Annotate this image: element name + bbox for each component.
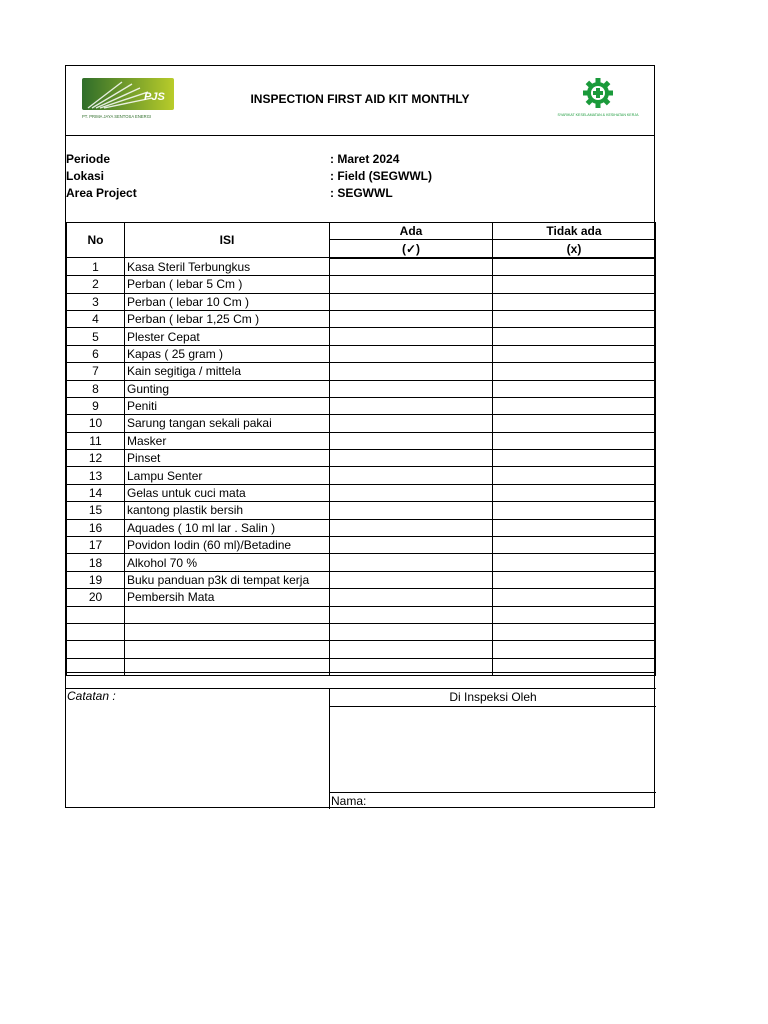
row-number: 12	[67, 450, 125, 467]
table-row	[67, 345, 656, 362]
row-number: 9	[67, 397, 125, 414]
row-item: Perban ( lebar 10 Cm )	[125, 293, 330, 310]
row-item: Gelas untuk cuci mata	[125, 484, 330, 501]
page-title: INSPECTION FIRST AID KIT MONTHLY	[250, 92, 470, 106]
tidak-ada-cell[interactable]	[493, 363, 656, 380]
pjs-logo-subtext: PT. PRIMA JAYA SENTOSA ENERGI	[82, 114, 152, 119]
table-row	[67, 363, 656, 380]
lokasi-value: : Field (SEGWWL)	[330, 169, 432, 183]
row-item: Aquades ( 10 ml lar . Salin )	[125, 519, 330, 536]
tidak-ada-cell[interactable]	[493, 397, 656, 414]
row-number: 7	[67, 363, 125, 380]
row-number: 15	[67, 502, 125, 519]
row-number: 19	[67, 571, 125, 588]
ada-cell[interactable]	[330, 606, 493, 623]
tidak-ada-cell[interactable]	[493, 641, 656, 658]
row-item	[125, 606, 330, 623]
ada-cell[interactable]	[330, 328, 493, 345]
row-number: 1	[67, 258, 125, 276]
tidak-ada-cell[interactable]	[493, 519, 656, 536]
row-item: Sarung tangan sekali pakai	[125, 415, 330, 432]
nama-label: Nama:	[331, 794, 367, 808]
area-value: : SEGWWL	[330, 186, 393, 200]
tidak-ada-cell[interactable]	[493, 258, 656, 276]
table-row	[67, 415, 656, 432]
inspector-box	[329, 688, 656, 809]
table-row	[67, 293, 656, 310]
ada-cell[interactable]	[330, 415, 493, 432]
row-item: Kasa Steril Terbungkus	[125, 258, 330, 276]
ada-cell[interactable]	[330, 623, 493, 640]
ada-cell[interactable]	[330, 589, 493, 606]
periode-label: Periode	[66, 152, 111, 166]
row-number: 3	[67, 293, 125, 310]
sheet-header	[66, 66, 654, 136]
tidak-ada-cell[interactable]	[493, 415, 656, 432]
ada-cell[interactable]	[330, 537, 493, 554]
tidak-ada-cell[interactable]	[493, 380, 656, 397]
table-row	[67, 484, 656, 501]
table-row	[67, 589, 656, 606]
row-item: Buku panduan p3k di tempat kerja	[125, 571, 330, 588]
tidak-ada-cell[interactable]	[493, 537, 656, 554]
row-item: Perban ( lebar 5 Cm )	[125, 276, 330, 293]
tidak-ada-cell[interactable]	[493, 484, 656, 501]
row-item: Povidon Iodin (60 ml)/Betadine	[125, 537, 330, 554]
checklist-table	[66, 222, 656, 676]
table-row	[67, 432, 656, 449]
ada-cell[interactable]	[330, 380, 493, 397]
row-number: 18	[67, 554, 125, 571]
row-number: 11	[67, 432, 125, 449]
table-row	[67, 328, 656, 345]
table-row	[67, 571, 656, 588]
row-item: Peniti	[125, 397, 330, 414]
row-number: 5	[67, 328, 125, 345]
inspection-sheet	[65, 65, 655, 808]
row-item: kantong plastik bersih	[125, 502, 330, 519]
ada-cell[interactable]	[330, 502, 493, 519]
ada-cell[interactable]	[330, 432, 493, 449]
tidak-ada-cell[interactable]	[493, 467, 656, 484]
checklist-body	[67, 258, 656, 676]
tidak-ada-cell[interactable]	[493, 589, 656, 606]
table-row	[67, 258, 656, 276]
k3-logo	[554, 78, 642, 122]
tidak-ada-cell[interactable]	[493, 293, 656, 310]
tidak-ada-cell[interactable]	[493, 502, 656, 519]
inspector-header: Di Inspeksi Oleh	[330, 689, 656, 707]
table-row	[67, 450, 656, 467]
row-number: 17	[67, 537, 125, 554]
col-ada-mark: (✓)	[330, 240, 493, 258]
col-isi-header: ISI	[125, 223, 330, 258]
table-row	[67, 467, 656, 484]
spacer-row	[66, 672, 655, 688]
tidak-ada-cell[interactable]	[493, 606, 656, 623]
row-number	[67, 641, 125, 658]
row-item: Lampu Senter	[125, 467, 330, 484]
table-row	[67, 519, 656, 536]
tidak-ada-cell[interactable]	[493, 310, 656, 327]
col-ada-header: Ada	[330, 223, 493, 240]
row-number: 13	[67, 467, 125, 484]
row-item: Plester Cepat	[125, 328, 330, 345]
row-item	[125, 641, 330, 658]
ada-cell[interactable]	[330, 571, 493, 588]
table-row	[67, 641, 656, 658]
table-row	[67, 380, 656, 397]
k3-logo-text: SYARIKAT KESELAMATAN & KESIHATAN KERJA	[557, 113, 639, 117]
ada-cell[interactable]	[330, 276, 493, 293]
tidak-ada-cell[interactable]	[493, 554, 656, 571]
row-number: 4	[67, 310, 125, 327]
col-tidak-mark: (x)	[493, 240, 656, 258]
area-label: Area Project	[66, 186, 137, 200]
tidak-ada-cell[interactable]	[493, 571, 656, 588]
row-item: Kain segitiga / mittela	[125, 363, 330, 380]
lokasi-label: Lokasi	[66, 169, 105, 183]
periode-value: : Maret 2024	[330, 152, 400, 166]
catatan-box[interactable]	[66, 688, 329, 809]
tidak-ada-cell[interactable]	[493, 623, 656, 640]
ada-cell[interactable]	[330, 363, 493, 380]
tidak-ada-cell[interactable]	[493, 450, 656, 467]
table-row	[67, 623, 656, 640]
row-item: Gunting	[125, 380, 330, 397]
row-number: 6	[67, 345, 125, 362]
table-row	[67, 554, 656, 571]
row-item: Alkohol 70 %	[125, 554, 330, 571]
row-item: Kapas ( 25 gram )	[125, 345, 330, 362]
col-no-header: No	[67, 223, 125, 258]
col-tidak-header: Tidak ada	[493, 223, 656, 240]
ada-cell[interactable]	[330, 554, 493, 571]
ada-cell[interactable]	[330, 519, 493, 536]
ada-cell[interactable]	[330, 450, 493, 467]
row-number: 14	[67, 484, 125, 501]
inspector-name-field[interactable]	[330, 792, 656, 810]
row-number: 20	[67, 589, 125, 606]
row-item: Pinset	[125, 450, 330, 467]
tidak-ada-cell[interactable]	[493, 345, 656, 362]
row-number	[67, 623, 125, 640]
ada-cell[interactable]	[330, 484, 493, 501]
ada-cell[interactable]	[330, 258, 493, 276]
row-number: 2	[67, 276, 125, 293]
row-item: Perban ( lebar 1,25 Cm )	[125, 310, 330, 327]
ada-cell[interactable]	[330, 467, 493, 484]
ada-cell[interactable]	[330, 641, 493, 658]
table-row	[67, 310, 656, 327]
table-row	[67, 606, 656, 623]
table-row	[67, 537, 656, 554]
ada-cell[interactable]	[330, 310, 493, 327]
table-row	[67, 502, 656, 519]
ada-cell[interactable]	[330, 293, 493, 310]
catatan-label: Catatan :	[67, 689, 116, 703]
row-item	[125, 623, 330, 640]
row-number: 16	[67, 519, 125, 536]
table-row	[67, 276, 656, 293]
tidak-ada-cell[interactable]	[493, 328, 656, 345]
row-item: Pembersih Mata	[125, 589, 330, 606]
row-number: 8	[67, 380, 125, 397]
ada-cell[interactable]	[330, 345, 493, 362]
ada-cell[interactable]	[330, 397, 493, 414]
pjs-logo-text: PJS	[144, 91, 165, 103]
row-number: 10	[67, 415, 125, 432]
row-number	[67, 606, 125, 623]
tidak-ada-cell[interactable]	[493, 276, 656, 293]
tidak-ada-cell[interactable]	[493, 432, 656, 449]
row-item: Masker	[125, 432, 330, 449]
table-row	[67, 397, 656, 414]
